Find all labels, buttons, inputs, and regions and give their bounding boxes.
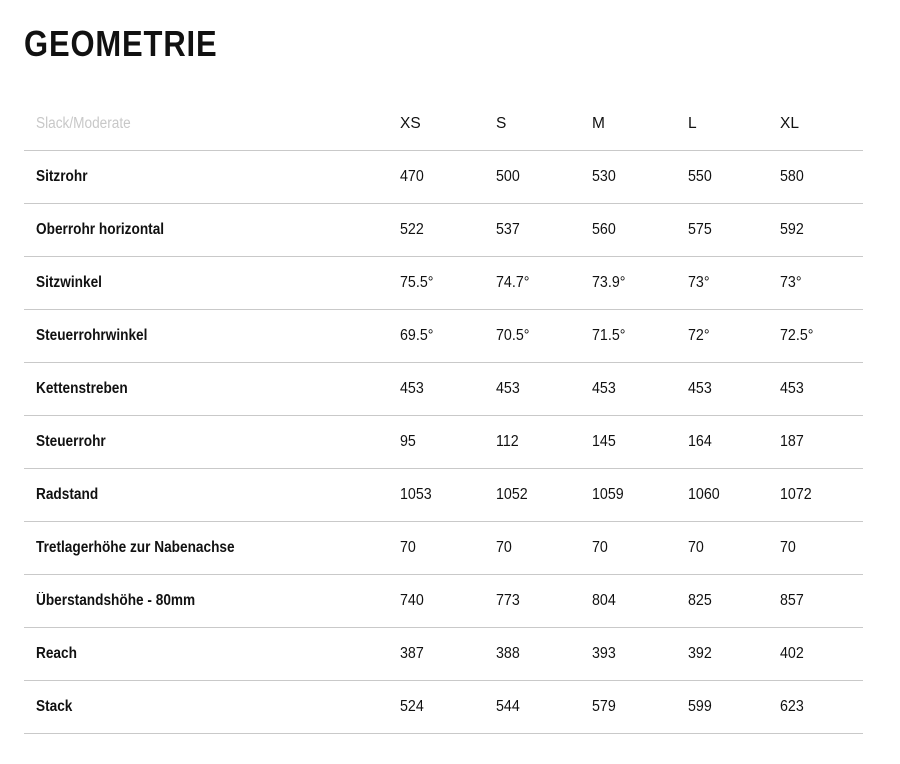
row-label: Steuerrohrwinkel [36, 327, 148, 344]
value-s: 70 [496, 539, 512, 556]
row-label: Oberrohr horizontal [36, 221, 165, 238]
value-s: 453 [496, 380, 520, 397]
row-label: Kettenstreben [36, 380, 128, 397]
value-xs: 522 [400, 221, 424, 238]
value-xl: 580 [780, 168, 804, 185]
value-l: 550 [688, 168, 712, 185]
value-l: 392 [688, 645, 712, 662]
value-s: 544 [496, 698, 520, 715]
value-m: 453 [592, 380, 616, 397]
value-m: 145 [592, 433, 616, 450]
value-l: 825 [688, 592, 712, 609]
table-body [24, 151, 863, 734]
value-xs: 75.5° [400, 274, 434, 291]
table-row [24, 416, 863, 469]
table-row [24, 204, 863, 257]
table-row [24, 257, 863, 310]
size-header-xs: XS [400, 114, 421, 132]
value-m: 560 [592, 221, 616, 238]
value-xl: 73° [780, 274, 802, 291]
value-xs: 1053 [400, 486, 432, 503]
row-label: Überstandshöhe - 80mm [36, 592, 196, 609]
value-l: 599 [688, 698, 712, 715]
value-xl: 70 [780, 539, 796, 556]
row-label: Steuerrohr [36, 433, 106, 450]
value-l: 72° [688, 327, 710, 344]
value-xl: 857 [780, 592, 804, 609]
table-row [24, 522, 863, 575]
table-row [24, 575, 863, 628]
table-row [24, 310, 863, 363]
value-l: 1060 [688, 486, 720, 503]
row-label: Reach [36, 645, 77, 662]
value-m: 530 [592, 168, 616, 185]
size-header-l: L [688, 114, 697, 132]
value-xs: 70 [400, 539, 416, 556]
value-s: 74.7° [496, 274, 530, 291]
value-s: 112 [496, 433, 519, 450]
table-row [24, 628, 863, 681]
value-s: 1052 [496, 486, 528, 503]
size-header-s: S [496, 114, 507, 132]
value-m: 579 [592, 698, 616, 715]
value-l: 453 [688, 380, 712, 397]
value-xs: 524 [400, 698, 424, 715]
value-s: 70.5° [496, 327, 530, 344]
value-xl: 1072 [780, 486, 812, 503]
value-s: 500 [496, 168, 520, 185]
value-l: 73° [688, 274, 710, 291]
value-xl: 402 [780, 645, 804, 662]
value-s: 388 [496, 645, 520, 662]
variant-label: Slack/Moderate [36, 114, 131, 132]
table-row [24, 151, 863, 204]
value-s: 773 [496, 592, 520, 609]
value-xl: 72.5° [780, 327, 814, 344]
value-xs: 740 [400, 592, 424, 609]
row-label: Tretlagerhöhe zur Nabenachse [36, 539, 235, 556]
value-xl: 592 [780, 221, 804, 238]
table-row [24, 469, 863, 522]
table-row [24, 363, 863, 416]
value-l: 164 [688, 433, 712, 450]
row-label: Sitzwinkel [36, 274, 102, 291]
value-m: 73.9° [592, 274, 626, 291]
value-xs: 387 [400, 645, 424, 662]
size-header-xl: XL [780, 114, 799, 132]
value-m: 393 [592, 645, 616, 662]
value-m: 71.5° [592, 327, 626, 344]
value-xs: 470 [400, 168, 424, 185]
value-xs: 95 [400, 433, 416, 450]
value-m: 70 [592, 539, 608, 556]
row-label: Radstand [36, 486, 99, 503]
value-l: 70 [688, 539, 704, 556]
value-s: 537 [496, 221, 520, 238]
table-header-row [24, 97, 863, 151]
value-xl: 623 [780, 698, 804, 715]
value-xl: 453 [780, 380, 804, 397]
row-label: Stack [36, 698, 73, 715]
row-label: Sitzrohr [36, 168, 88, 185]
value-xs: 69.5° [400, 327, 434, 344]
value-xs: 453 [400, 380, 424, 397]
size-header-m: M [592, 114, 605, 132]
value-m: 1059 [592, 486, 624, 503]
value-xl: 187 [780, 433, 804, 450]
page-title: GEOMETRIE [24, 23, 218, 64]
geometry-table [24, 97, 863, 734]
table-row [24, 681, 863, 734]
value-l: 575 [688, 221, 712, 238]
value-m: 804 [592, 592, 616, 609]
